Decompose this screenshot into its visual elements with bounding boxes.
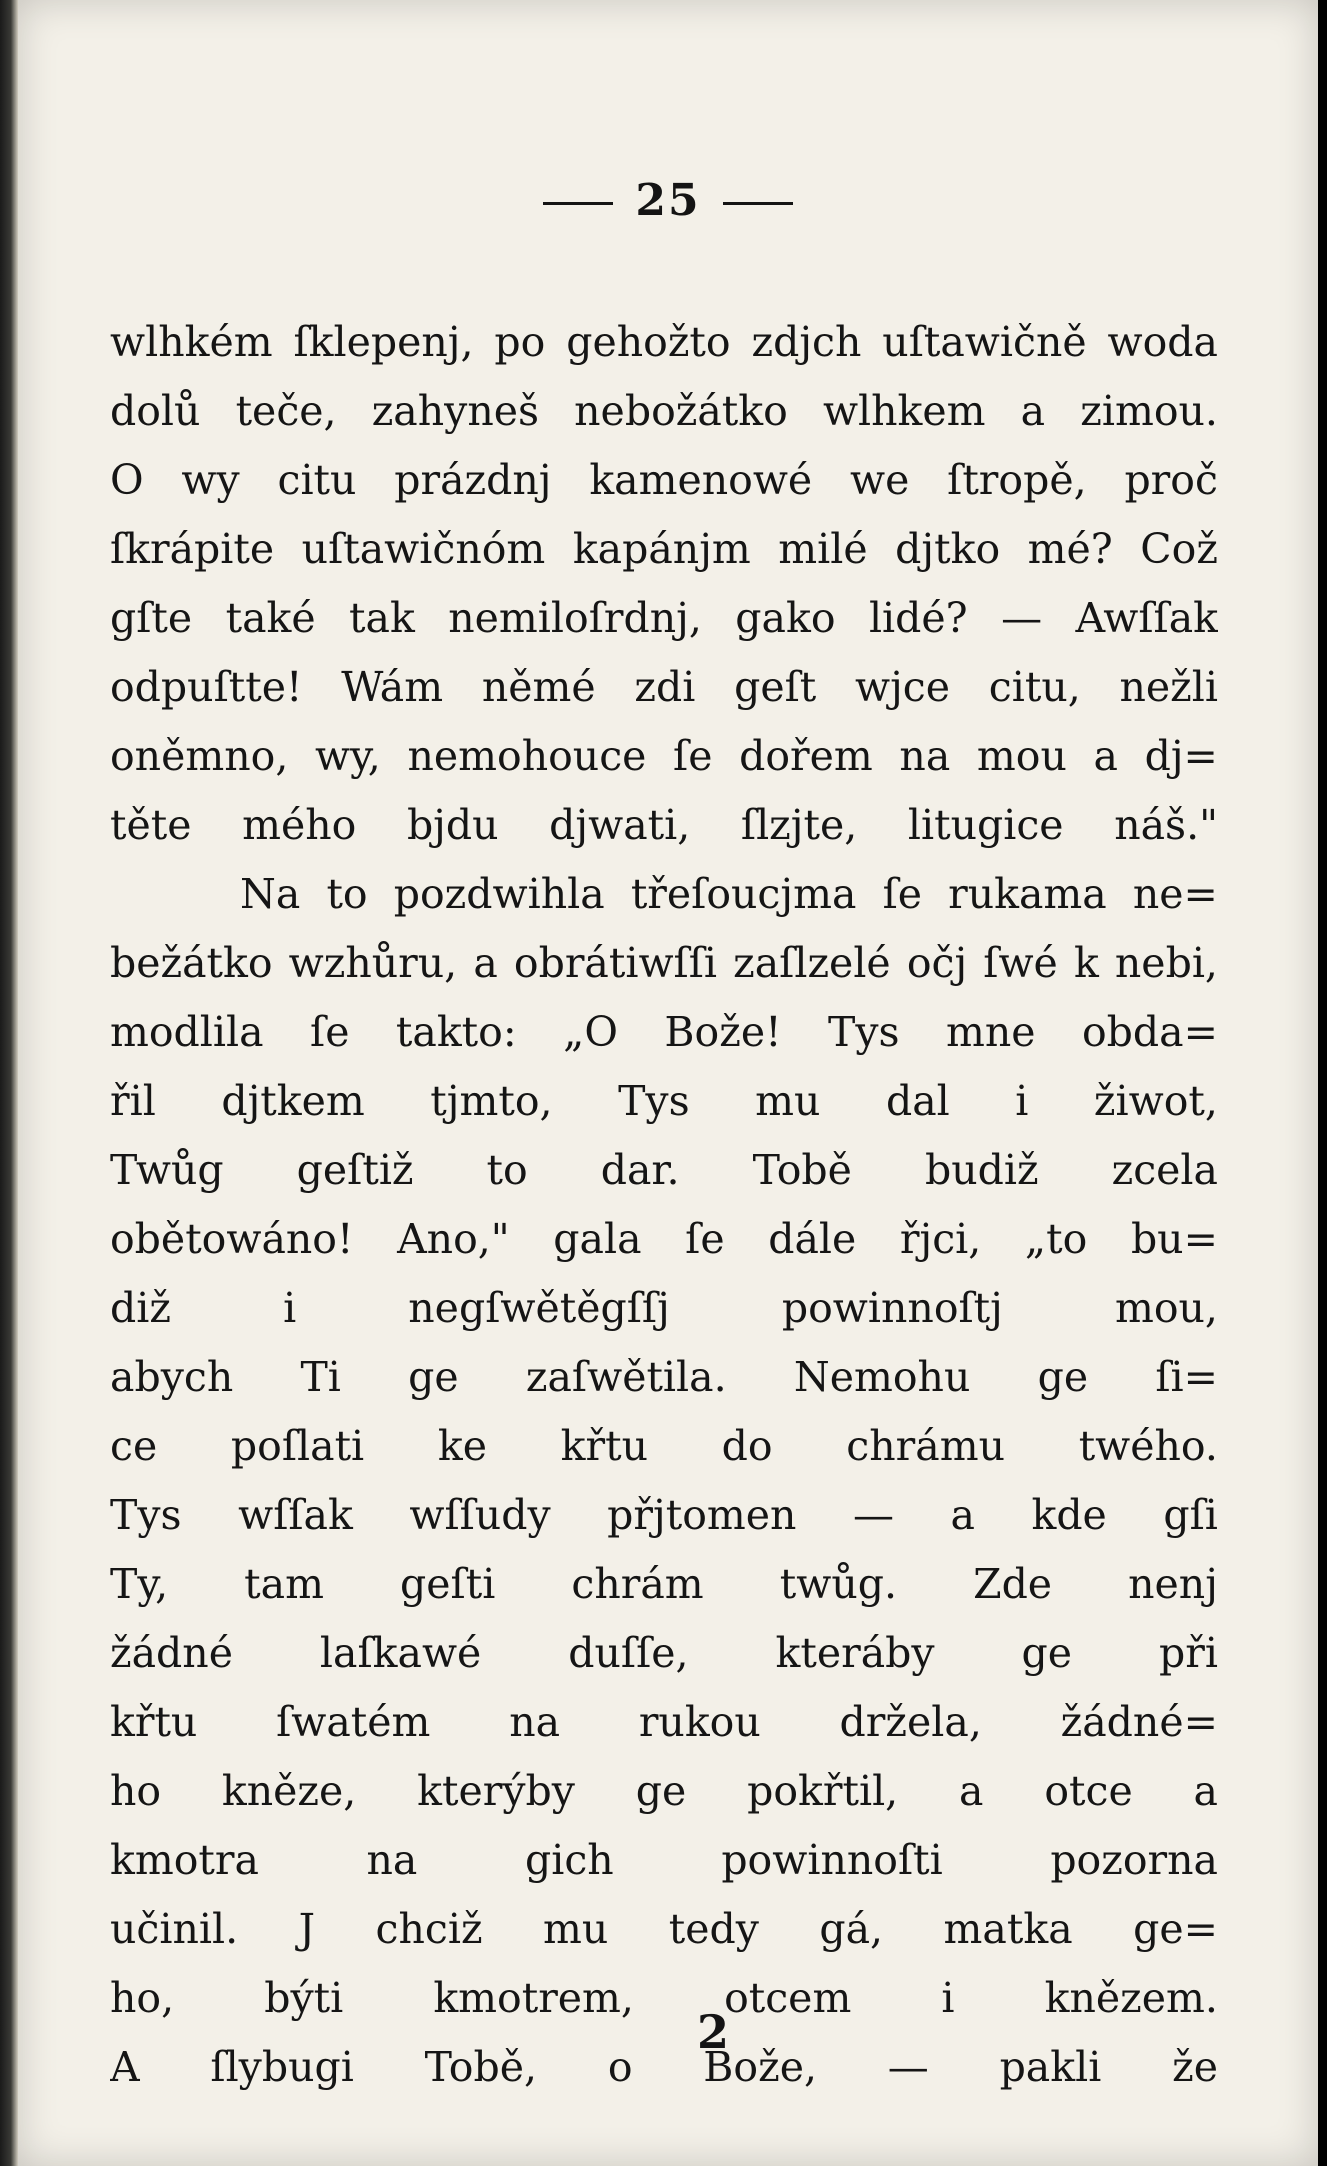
- header-dash-left: [543, 202, 613, 205]
- word: býti: [264, 1974, 344, 2022]
- word: na: [366, 1836, 418, 1884]
- word: J: [298, 1905, 316, 1953]
- text-line: [110, 1481, 1218, 1550]
- word: Awſſak: [1075, 594, 1218, 642]
- word: djtkem: [221, 1077, 365, 1125]
- text-line: [110, 1205, 1218, 1274]
- word: ſwatém: [276, 1698, 431, 1746]
- word: bu=: [1130, 1215, 1218, 1263]
- word: tjmto,: [430, 1077, 553, 1125]
- word: oněmno,: [110, 732, 289, 780]
- word: gala: [553, 1215, 642, 1263]
- word: kde: [1031, 1491, 1107, 1539]
- word: a: [473, 939, 498, 987]
- word: to: [326, 870, 368, 918]
- word: twého.: [1078, 1422, 1218, 1470]
- word: gá,: [819, 1905, 884, 1953]
- word: a: [1020, 387, 1046, 435]
- word: ſklepenj,: [293, 318, 474, 366]
- word: kmotrem,: [433, 1974, 634, 2022]
- word: mu: [755, 1077, 821, 1125]
- word: těte: [110, 801, 192, 849]
- word: i: [1015, 1077, 1029, 1125]
- word: chciž: [375, 1905, 483, 1953]
- word: ſe: [310, 1008, 350, 1056]
- word: otcem: [724, 1974, 852, 2022]
- text-line: [110, 515, 1218, 584]
- word: uſtawičně: [882, 318, 1087, 366]
- word: knězem.: [1044, 1974, 1218, 2022]
- word: „to: [1024, 1215, 1088, 1263]
- word: ho,: [110, 1974, 175, 2022]
- word: ſlybugi: [210, 2043, 354, 2091]
- word: citu,: [988, 663, 1081, 711]
- word: ge: [408, 1353, 459, 1401]
- word: geſti: [400, 1560, 496, 1608]
- text-line: [110, 1412, 1218, 1481]
- word: ſi=: [1155, 1353, 1218, 1401]
- word: žádné: [110, 1629, 233, 1677]
- word: odpuſtte!: [110, 663, 303, 711]
- word: tak: [349, 594, 415, 642]
- word: zcela: [1111, 1146, 1218, 1194]
- word: ſkrápite: [110, 525, 275, 573]
- word: nežli: [1119, 663, 1218, 711]
- word: lidé?: [868, 594, 968, 642]
- word: zaſlzelé: [733, 939, 891, 987]
- word: kamenowé: [589, 456, 813, 504]
- text-line: [110, 1136, 1218, 1205]
- word: Tobě,: [424, 2043, 538, 2091]
- word: žiwot,: [1093, 1077, 1218, 1125]
- word: woda: [1107, 318, 1218, 366]
- word: kněze,: [221, 1767, 357, 1815]
- word: A: [110, 2043, 140, 2091]
- word: tedy: [668, 1905, 759, 1953]
- word: wlhkem: [822, 387, 986, 435]
- word: na: [899, 732, 951, 780]
- word: Bože,: [703, 2043, 817, 2091]
- word: —: [887, 2043, 929, 2091]
- word: milé: [778, 525, 868, 573]
- word: řil: [110, 1077, 156, 1125]
- word: při: [1159, 1629, 1218, 1677]
- word: mého: [242, 801, 357, 849]
- word: ſwé: [983, 939, 1058, 987]
- word: litugice: [907, 801, 1064, 849]
- text-line: [110, 929, 1218, 998]
- word: kapánjm: [572, 525, 751, 573]
- word: teče,: [235, 387, 337, 435]
- word: a: [1193, 1767, 1218, 1815]
- word: chrámu: [846, 1422, 1005, 1470]
- word: obda=: [1082, 1008, 1218, 1056]
- word: takto:: [395, 1008, 517, 1056]
- word: „O: [563, 1008, 618, 1056]
- word: pozorna: [1050, 1836, 1218, 1884]
- word: gich: [524, 1836, 614, 1884]
- word: dal: [885, 1077, 950, 1125]
- book-page: [18, 0, 1318, 2166]
- word: křtu: [560, 1422, 648, 1470]
- text-line: [110, 998, 1218, 1067]
- word: geſtiž: [296, 1146, 414, 1194]
- word: wy: [181, 456, 240, 504]
- text-line: [110, 308, 1218, 377]
- text-line: [110, 653, 1218, 722]
- word: nemohouce: [407, 732, 647, 780]
- word: powinnoſti: [721, 1836, 943, 1884]
- word: chrám: [571, 1560, 704, 1608]
- word: matka: [943, 1905, 1073, 1953]
- word: mou,: [1114, 1284, 1218, 1332]
- text-line: [110, 791, 1218, 860]
- word: i: [941, 1974, 955, 2022]
- text-line: [110, 584, 1218, 653]
- word: pozdwihla: [393, 870, 605, 918]
- text-line: [110, 722, 1218, 791]
- word: pokřtil,: [747, 1767, 899, 1815]
- word: otce: [1044, 1767, 1133, 1815]
- word: prázdnj: [394, 456, 552, 504]
- text-line: [110, 860, 1218, 929]
- word: uſtawičnóm: [301, 525, 546, 573]
- word: twůg.: [779, 1560, 898, 1608]
- word: obětowáno!: [110, 1215, 354, 1263]
- word: zimou.: [1080, 387, 1218, 435]
- word: wſſak: [238, 1491, 353, 1539]
- word: ſlzjte,: [740, 801, 858, 849]
- body-text: [110, 308, 1218, 2102]
- word: Twůg: [110, 1146, 224, 1194]
- word: zdi: [634, 663, 696, 711]
- text-line: [110, 377, 1218, 446]
- word: očj: [906, 939, 968, 987]
- word: držela,: [839, 1698, 982, 1746]
- word: to: [486, 1146, 528, 1194]
- word: ſe: [882, 870, 923, 918]
- word: we: [850, 456, 910, 504]
- word: wzhůru,: [288, 939, 458, 987]
- word: mou: [976, 732, 1067, 780]
- book-spine-edge: [0, 0, 18, 2166]
- word: přjtomen: [607, 1491, 797, 1539]
- word: mne: [946, 1008, 1036, 1056]
- word: ge: [1021, 1629, 1073, 1677]
- word: wjce: [854, 663, 951, 711]
- word: powinnoſtj: [781, 1284, 1003, 1332]
- word: ge=: [1133, 1905, 1218, 1953]
- word: učinil.: [110, 1905, 239, 1953]
- text-line: [110, 1274, 1218, 1343]
- word: geſt: [734, 663, 817, 711]
- word: mu: [543, 1905, 609, 1953]
- page-header: [18, 175, 1318, 226]
- word: Tys: [618, 1077, 690, 1125]
- word: ſe: [685, 1215, 725, 1263]
- word: dořem: [739, 732, 873, 780]
- word: wy,: [314, 732, 381, 780]
- word: kterýby: [417, 1767, 575, 1815]
- word: a: [950, 1491, 975, 1539]
- word: řjci,: [899, 1215, 982, 1263]
- word: zahyneš: [371, 387, 540, 435]
- word: Na: [240, 870, 301, 918]
- word: O: [110, 456, 144, 504]
- word: duſſe,: [568, 1629, 689, 1677]
- text-line: [110, 446, 1218, 515]
- word: o: [607, 2043, 633, 2091]
- text-line: [110, 1895, 1218, 1964]
- word: na: [509, 1698, 561, 1746]
- word: djtko: [895, 525, 1001, 573]
- text-line: [110, 1688, 1218, 1757]
- word: Zde: [973, 1560, 1053, 1608]
- word: rukou: [638, 1698, 761, 1746]
- word: do: [721, 1422, 773, 1470]
- word: a: [959, 1767, 984, 1815]
- word: gako: [735, 594, 836, 642]
- word: nebi,: [1114, 939, 1218, 987]
- word: —: [852, 1491, 894, 1539]
- header-dash-right: [723, 202, 793, 205]
- word: kmotra: [110, 1836, 259, 1884]
- word: modlila: [110, 1008, 264, 1056]
- word: náš.": [1114, 801, 1218, 849]
- word: třeſoucjma: [630, 870, 857, 918]
- word: wlhkém: [110, 318, 273, 366]
- word: diž: [110, 1284, 171, 1332]
- word: že: [1172, 2043, 1218, 2091]
- text-line: [110, 1619, 1218, 1688]
- word: laſkawé: [319, 1629, 482, 1677]
- word: ge: [1037, 1353, 1089, 1401]
- word: kteráby: [775, 1629, 935, 1677]
- text-line: [110, 1067, 1218, 1136]
- signature-mark: 2: [696, 2005, 729, 2059]
- word: nenj: [1128, 1560, 1218, 1608]
- word: citu: [277, 456, 357, 504]
- word: Tobě: [752, 1146, 852, 1194]
- word: zaſwětila.: [525, 1353, 727, 1401]
- text-line: [110, 1826, 1218, 1895]
- word: dále: [768, 1215, 857, 1263]
- text-line: [110, 1757, 1218, 1826]
- word: Tys: [828, 1008, 900, 1056]
- word: Wám: [341, 663, 444, 711]
- word: Ano,": [397, 1215, 510, 1263]
- word: Ty,: [110, 1560, 169, 1608]
- word: ſtropě,: [947, 456, 1087, 504]
- word: negſwětěgſſj: [408, 1284, 670, 1332]
- page-number: 25: [635, 175, 701, 226]
- text-line: [110, 1343, 1218, 1412]
- word: také: [225, 594, 316, 642]
- word: ke: [437, 1422, 487, 1470]
- word: Bože!: [664, 1008, 782, 1056]
- word: zdjch: [751, 318, 862, 366]
- word: djwati,: [549, 801, 691, 849]
- word: bežátko: [110, 939, 273, 987]
- word: proč: [1124, 456, 1218, 504]
- word: gſte: [110, 594, 193, 642]
- word: křtu: [110, 1698, 198, 1746]
- word: rukama: [948, 870, 1107, 918]
- word: žádné=: [1060, 1698, 1218, 1746]
- word: poſlati: [230, 1422, 365, 1470]
- word: i: [283, 1284, 297, 1332]
- word: obrátiwſſi: [513, 939, 718, 987]
- word: bjdu: [406, 801, 499, 849]
- word: Což: [1140, 525, 1218, 573]
- word: nemiloſrdnj,: [448, 594, 702, 642]
- word: gſi: [1163, 1491, 1218, 1539]
- word: k: [1073, 939, 1099, 987]
- word: a: [1093, 732, 1118, 780]
- word: nebožátko: [574, 387, 788, 435]
- word: ne=: [1132, 870, 1218, 918]
- word: dolů: [110, 387, 201, 435]
- word: němé: [481, 663, 596, 711]
- word: Nemohu: [793, 1353, 971, 1401]
- word: budiž: [924, 1146, 1039, 1194]
- word: gehožto: [566, 318, 731, 366]
- word: abych: [110, 1353, 234, 1401]
- word: ce: [110, 1422, 158, 1470]
- word: ge: [635, 1767, 687, 1815]
- word: po: [494, 318, 546, 366]
- word: ho: [110, 1767, 162, 1815]
- word: ſe: [673, 732, 713, 780]
- word: Tys: [110, 1491, 182, 1539]
- word: dj=: [1144, 732, 1218, 780]
- word: pakli: [999, 2043, 1102, 2091]
- word: tam: [244, 1560, 324, 1608]
- word: —: [1001, 594, 1043, 642]
- word: wſſudy: [409, 1491, 551, 1539]
- text-line: [110, 1550, 1218, 1619]
- word: dar.: [600, 1146, 680, 1194]
- word: Ti: [300, 1353, 341, 1401]
- word: mé?: [1027, 525, 1113, 573]
